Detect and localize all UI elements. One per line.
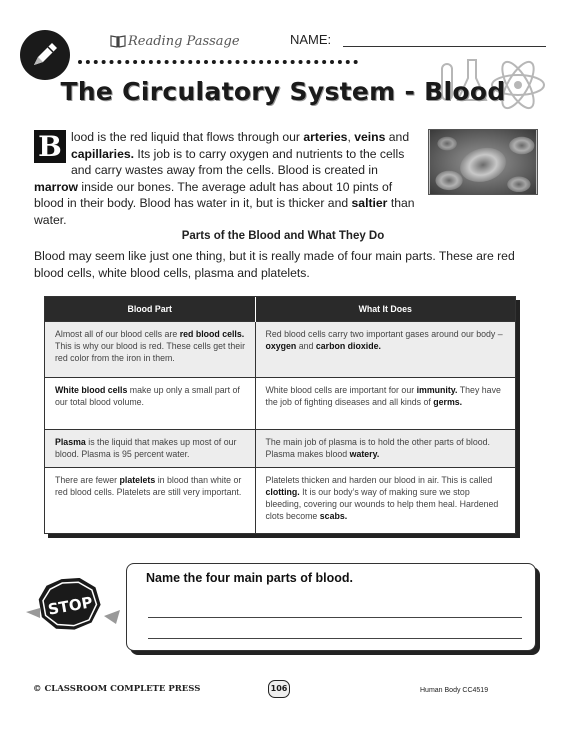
pencil-icon bbox=[28, 38, 62, 72]
table-row bbox=[45, 467, 515, 533]
cell-term: White blood cells bbox=[55, 384, 128, 395]
name-field[interactable] bbox=[343, 46, 546, 47]
cell-text: It is our body’s way of making sure we stop bleeding, covering our wounds to help them heal. Hardened clots become bbox=[265, 486, 499, 522]
answer-line-2[interactable] bbox=[148, 638, 522, 639]
page-title: The Circulatory System - Blood bbox=[60, 77, 506, 106]
term-arteries: arteries bbox=[303, 130, 348, 144]
section-label: Reading Passage bbox=[128, 34, 240, 49]
cell-text: White blood cells are important for our bbox=[265, 384, 417, 395]
cell-text: is the liquid that makes up most of our blood. Plasma is 95 percent water. bbox=[55, 436, 237, 459]
column-header-what-it-does: What It Does bbox=[255, 297, 515, 321]
page-number: 106 bbox=[268, 680, 290, 698]
blood-part-cell bbox=[45, 467, 255, 533]
table-row bbox=[45, 429, 515, 467]
blood-part-cell bbox=[45, 429, 255, 467]
cell-term: clotting. bbox=[265, 486, 300, 497]
book-icon bbox=[110, 34, 126, 48]
cell-text: and bbox=[296, 340, 316, 351]
name-label: NAME: bbox=[290, 32, 332, 47]
cell-text: Almost all of our blood cells are bbox=[55, 328, 180, 339]
intro-text: inside our bones. The average adult has about 10 pints of blood in their body. Blood has water in it, but is thicker and bbox=[34, 179, 393, 210]
intro-text: , bbox=[347, 130, 355, 144]
intro-text: Its job is to carry oxygen and nutrients to the cells and carry wastes away from the cells. Blood is created in bbox=[71, 146, 405, 177]
intro-text: and bbox=[385, 130, 410, 144]
cell-text: make up only a small part of our total blood volume. bbox=[55, 384, 240, 407]
term-capillaries: capillaries. bbox=[71, 146, 135, 161]
blood-cells-photo bbox=[428, 129, 538, 195]
function-cell bbox=[255, 429, 515, 467]
pencil-badge-icon bbox=[20, 30, 70, 80]
term-veins: veins bbox=[354, 130, 386, 144]
cell-term: carbon dioxide. bbox=[315, 340, 381, 351]
cell-term: platelets bbox=[119, 474, 156, 485]
intro-text: lood is the red liquid that flows through our bbox=[71, 130, 304, 144]
column-header-blood-part: Blood Part bbox=[45, 297, 255, 321]
cell-text: There are fewer bbox=[55, 474, 120, 485]
table-header-row bbox=[45, 297, 515, 321]
table-row bbox=[45, 377, 515, 429]
cell-text: The main job of plasma is to hold the other parts of blood. Plasma makes blood bbox=[265, 436, 490, 459]
cell-text: This is why our blood is red. These cells get their red color from the iron in them. bbox=[55, 340, 246, 363]
table-row bbox=[45, 321, 515, 377]
section-subheading: Parts of the Blood and What They Do bbox=[181, 230, 385, 242]
intro-text: than water. bbox=[34, 196, 415, 227]
cell-term: scabs. bbox=[319, 511, 348, 522]
cell-term: immunity. bbox=[416, 384, 458, 395]
intro-paragraph bbox=[34, 129, 420, 228]
cell-text: in blood than white or red blood cells. Platelets are still very important. bbox=[55, 474, 242, 497]
stop-sign-icon bbox=[26, 578, 120, 642]
blood-part-cell bbox=[45, 377, 255, 429]
drop-cap: B bbox=[34, 130, 66, 163]
parts-paragraph: Blood may seem like just one thing, but it is really made of four main parts. These are red blood cells, white blood cells, plasma and platelets. bbox=[34, 249, 515, 280]
answer-line-1[interactable] bbox=[148, 617, 522, 618]
cell-text: They have the job of fighting diseases and all kinds of bbox=[265, 384, 501, 407]
dotted-divider bbox=[78, 60, 358, 64]
function-cell bbox=[255, 377, 515, 429]
book-code: Human Body CC4519 bbox=[420, 687, 489, 694]
cell-term: oxygen bbox=[265, 340, 297, 351]
blood-parts-table bbox=[44, 296, 516, 534]
function-cell bbox=[255, 321, 515, 377]
term-marrow: marrow bbox=[34, 179, 79, 194]
cell-term: watery. bbox=[349, 448, 380, 459]
term-saltier: saltier bbox=[351, 196, 388, 210]
cell-term: Plasma bbox=[55, 436, 86, 447]
cell-term: red blood cells. bbox=[179, 328, 245, 339]
function-cell bbox=[255, 467, 515, 533]
question-text: Name the four main parts of blood. bbox=[146, 571, 353, 585]
cell-text: Platelets thicken and harden our blood in air. This is called bbox=[265, 474, 493, 485]
cell-text: Red blood cells carry two important gases around our body – bbox=[265, 328, 503, 339]
stop-sign-text: STOP bbox=[46, 593, 94, 619]
publisher-logo: © CLASSROOM COMPLETE PRESS bbox=[33, 684, 201, 694]
cell-term: germs. bbox=[433, 396, 463, 407]
blood-part-cell bbox=[45, 321, 255, 377]
